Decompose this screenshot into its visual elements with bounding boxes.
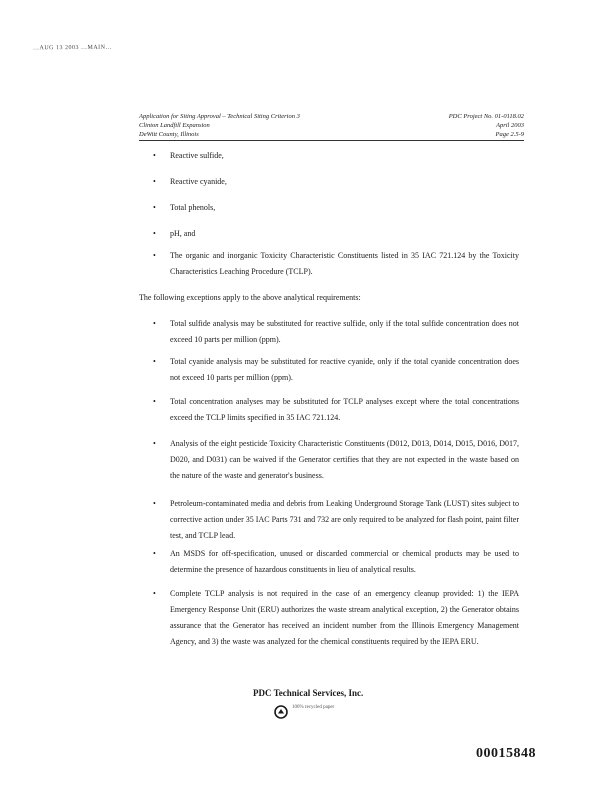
- exceptions-intro: The following exceptions apply to the above analytical requirements:: [139, 293, 361, 302]
- list-item-text: Total cyanide analysis may be substituted for reactive cyanide, only if the total cyanide concentration does not exceed 10 parts per million (ppm).: [170, 357, 519, 382]
- header-location: DeWitt County, Illinois: [139, 131, 199, 138]
- list-item-text: The organic and inorganic Toxicity Characteristic Constituents listed in 35 IAC 721.124 by the Toxicity Characteristics Leaching Procedure (TCLP).: [170, 251, 519, 276]
- bullet-icon: •: [153, 203, 156, 212]
- list-item: [139, 200, 519, 216]
- bullet-icon: •: [153, 357, 156, 366]
- list-item-text: Petroleum-contaminated media and debris from Leaking Underground Storage Tank (LUST) sites subject to corrective action under 35 IAC Parts 731 and 732 are only required to be analyzed for flash point, paint filter test, and TCLP lead.: [170, 499, 519, 540]
- bullet-icon: •: [153, 549, 156, 558]
- list-item-text: Total concentration analyses may be substituted for TCLP analyses except where the total concentrations exceed the TCLP limits specified in 35 IAC 721.124.: [170, 397, 519, 422]
- list-item: [139, 354, 519, 386]
- bullet-icon: •: [153, 499, 156, 508]
- list-item: [139, 316, 519, 348]
- list-item-text: Complete TCLP analysis is not required in the case of an emergency cleanup provided: 1) the IEPA Emergency Response Unit (ERU) authorizes the waste stream analytical exception, 2) the Generator obtains assurance that the Generator has received an incident number from the Illinois Emergency Management Agency, and 3) the waste was analyzed for the chemical constituents required by the IEPA ERU.: [170, 589, 519, 646]
- list-item-text: Analysis of the eight pesticide Toxicity Characteristic Constituents (D012, D013, D014, D015, D016, D017, D020, and D031) can be waived if the Generator certifies that they are not expected in the waste based on the nature of the waste and generator's business.: [170, 439, 519, 480]
- list-item: [139, 226, 519, 242]
- document-header-left: [139, 112, 300, 139]
- bullet-icon: •: [153, 229, 156, 238]
- bullet-icon: •: [153, 251, 156, 260]
- list-item-text: Total phenols,: [170, 203, 216, 212]
- recycle-logo-icon: [274, 705, 288, 719]
- list-item: [139, 436, 519, 484]
- list-item: [139, 586, 519, 650]
- list-item: [139, 546, 519, 578]
- list-item-text: Reactive cyanide,: [170, 177, 227, 186]
- bates-number: 00015848: [476, 746, 536, 761]
- header-date: April 2003: [496, 122, 524, 129]
- footer-logo-text: 100% recycled paper: [292, 705, 335, 710]
- document-header-right: [449, 112, 524, 139]
- header-page-number: Page 2.5-9: [495, 131, 524, 138]
- list-item: [139, 174, 519, 190]
- bullet-icon: •: [153, 177, 156, 186]
- bullet-icon: •: [153, 589, 156, 598]
- list-item: [139, 394, 519, 426]
- list-item-text: pH, and: [170, 229, 196, 238]
- list-item-text: An MSDS for off-specification, unused or discarded commercial or chemical products may be used to determine the presence of hazardous constituents in lieu of analytical results.: [170, 549, 519, 574]
- bullet-icon: •: [153, 151, 156, 160]
- bullet-icon: •: [153, 319, 156, 328]
- list-item: [139, 248, 519, 280]
- list-item: [139, 496, 519, 544]
- bullet-icon: •: [153, 397, 156, 406]
- fax-transmission-header: …AUG 13 2003 …MAIN…: [32, 44, 113, 52]
- list-item: [139, 148, 519, 164]
- header-document-title: Application for Siting Approval – Technical Siting Criterion 3: [139, 113, 300, 120]
- list-item-text: Reactive sulfide,: [170, 151, 224, 160]
- header-divider: [139, 140, 524, 141]
- footer-company-name: PDC Technical Services, Inc.: [253, 688, 364, 698]
- bullet-icon: •: [153, 439, 156, 448]
- list-item-text: Total sulfide analysis may be substituted for reactive sulfide, only if the total sulfide concentration does not exceed 10 parts per million (ppm).: [170, 319, 519, 344]
- header-project-name: Clinton Landfill Expansion: [139, 122, 210, 129]
- header-project-number: PDC Project No. 01-0118.02: [448, 113, 524, 120]
